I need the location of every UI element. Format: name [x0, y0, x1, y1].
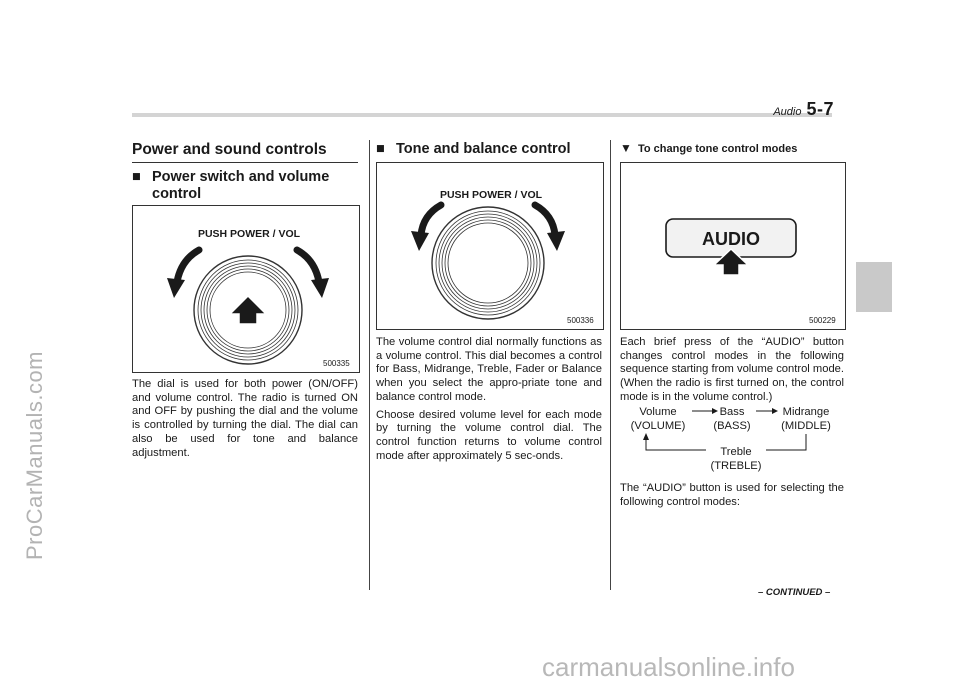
- square-bullet-icon: ■: [132, 169, 141, 185]
- rotate-left-arrow-icon: [411, 205, 441, 251]
- figure-code: 500335: [323, 359, 350, 368]
- figure-audio-button: [620, 162, 846, 330]
- mode-sequence-diagram: [620, 404, 844, 478]
- tone-balance-description: [376, 336, 602, 467]
- dial-label: PUSH POWER / VOL: [439, 189, 543, 201]
- subheading-text: Tone and balance control: [396, 141, 571, 157]
- side-watermark: ProCarManuals.com: [22, 350, 47, 560]
- audio-button-modes-intro: The “AUDIO” button is used for selecting the following control modes:: [620, 482, 844, 508]
- rotate-left-arrow-icon: [167, 250, 199, 298]
- tone-paragraph-2: Choose desired volume level for each mode by turning the volume control dial. The control function returns to volume control mode after approximately 5 sec-onds.: [376, 408, 602, 462]
- power-switch-description: The dial is used for both power (ON/OFF) and volume control. The radio is turned ON and OFF by pushing the dial and the volume is controlled by turning the dial. The dial can also be used for tone and balance adjustment.: [132, 378, 358, 459]
- mode-midrange-code: (MIDDLE): [781, 420, 831, 432]
- subheading-text: To change tone control modes: [638, 143, 798, 155]
- dial-label: PUSH POWER / VOL: [197, 228, 301, 240]
- column-separator-2: [610, 140, 611, 590]
- square-bullet-icon: ■: [376, 141, 385, 157]
- figure-tone-dial: [376, 162, 604, 330]
- subheading-power-switch: [132, 169, 358, 203]
- mode-volume-code: (VOLUME): [630, 420, 686, 432]
- page-header: [773, 99, 834, 120]
- mode-bass: Bass: [719, 406, 745, 418]
- audio-button-description: Each brief press of the “AUDIO” button changes control modes in the following sequence starting from volume control mode. (When the radio is first turned on, the control mode is in the volume control.): [620, 336, 844, 403]
- tone-paragraph-1: The volume control dial normally functions as a volume control. This dial becomes a control for Bass, Midrange, Treble, Fader or Balance when you select the appro-priate tone and balance control mode.: [376, 336, 602, 403]
- dial-rings: [432, 207, 544, 319]
- subheading-text: Power switch and volume control: [152, 169, 330, 202]
- rotate-right-arrow-icon: [535, 205, 565, 251]
- figure-power-dial: [132, 205, 360, 373]
- chapter-tab: [856, 262, 892, 312]
- audio-button-label: AUDIO: [702, 229, 760, 249]
- column-separator-1: [369, 140, 370, 590]
- header-rule: [132, 113, 832, 117]
- continued-note: – CONTINUED –: [758, 587, 831, 598]
- mode-treble: Treble: [720, 446, 752, 458]
- triangle-bullet-icon: ▼: [620, 141, 632, 155]
- mode-midrange: Midrange: [782, 406, 830, 418]
- subheading-tone-balance: [376, 141, 602, 158]
- mode-treble-code: (TREBLE): [710, 460, 762, 472]
- section-name: Audio: [773, 106, 802, 118]
- subheading-tone-modes: [620, 141, 797, 155]
- figure-code: 500229: [809, 316, 836, 325]
- figure-code: 500336: [567, 316, 594, 325]
- push-arrow-icon: [230, 296, 266, 324]
- page-number: 5-7: [806, 99, 834, 119]
- bottom-watermark: carmanualsonline.info: [542, 652, 795, 682]
- rotate-right-arrow-icon: [297, 250, 329, 298]
- mode-volume: Volume: [639, 406, 677, 418]
- mode-bass-code: (BASS): [713, 420, 751, 432]
- section-heading: Power and sound controls: [132, 141, 358, 163]
